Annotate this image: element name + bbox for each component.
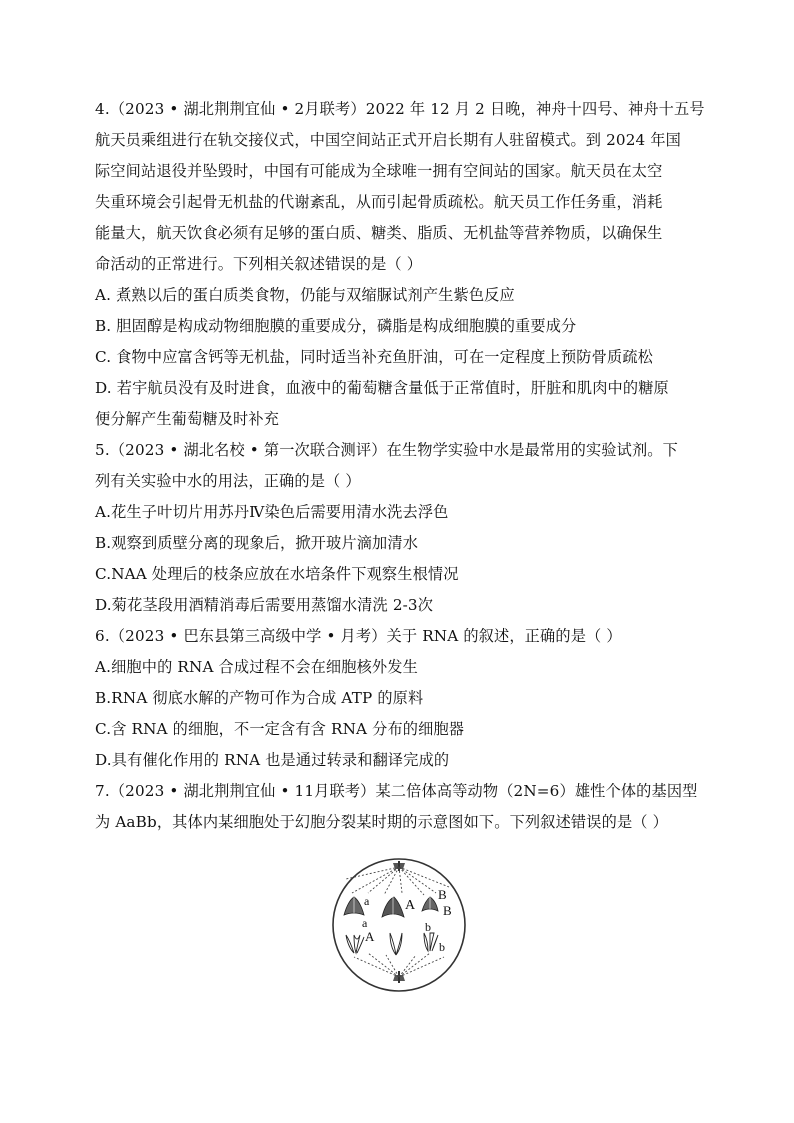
q7-line-2: 为 AaBb，其体内某细胞处于幻胞分裂某时期的示意图如下。下列叙述错误的是（ ） bbox=[95, 813, 668, 831]
chromosome-dark-1 bbox=[344, 897, 364, 915]
gene-label-B-2: B bbox=[443, 903, 452, 918]
q4-option-b: B. 胆固醇是构成动物细胞膜的重要成分，磷脂是构成细胞膜的重要成分 bbox=[95, 317, 577, 335]
gene-label-a-lower: a bbox=[362, 916, 368, 930]
chromosome-dark-3 bbox=[422, 897, 438, 911]
chromosome-light-1 bbox=[346, 935, 364, 953]
q5-line-2: 列有关实验中水的用法，正确的是（ ） bbox=[95, 472, 361, 490]
gene-label-B-1: B bbox=[438, 887, 447, 902]
chromosome-light-2 bbox=[390, 933, 402, 955]
chromosome-light-3 bbox=[424, 933, 438, 951]
q4-line-3: 际空间站退役并坠毁时，中国有可能成为全球唯一拥有空间站的国家。航天员在太空 bbox=[95, 162, 663, 180]
gene-label-b-1: b bbox=[425, 920, 431, 934]
q4-option-c: C. 食物中应富含钙等无机盐，同时适当补充鱼肝油，可在一定程度上预防骨质疏松 bbox=[95, 348, 653, 366]
q6-option-c: C.含 RNA 的细胞，不一定含有含 RNA 分布的细胞器 bbox=[95, 720, 465, 738]
gene-label-b-2: b bbox=[439, 940, 445, 954]
q4-line-2: 航天员乘组进行在轨交接仪式，中国空间站正式开启长期有人驻留模式。到 2024 年国 bbox=[95, 131, 682, 149]
q6-line-1: 6.（2023 • 巴东县第三高级中学 • 月考）关于 RNA 的叙述，正确的是（ ） bbox=[95, 627, 622, 645]
chromosome-dark-2 bbox=[382, 897, 404, 917]
q5-line-1: 5.（2023 • 湖北名校 • 第一次联合测评）在生物学实验中水是最常用的实验试剂。下 bbox=[95, 441, 678, 459]
gene-label-a-upper: a bbox=[364, 894, 370, 908]
q6-option-a: A.细胞中的 RNA 合成过程不会在细胞核外发生 bbox=[95, 658, 418, 676]
q4-line-5: 能量大，航天饮食必须有足够的蛋白质、糖类、脂质、无机盐等营养物质，以确保生 bbox=[95, 224, 663, 242]
q4-option-d-cont: 便分解产生葡萄糖及时补充 bbox=[95, 410, 280, 428]
q4-option-a: A. 煮熟以后的蛋白质类食物，仍能与双缩脲试剂产生紫色反应 bbox=[95, 286, 515, 304]
q4-line-6: 命活动的正常进行。下列相关叙述错误的是（ ） bbox=[95, 255, 423, 273]
q5-option-d: D.菊花茎段用酒精消毒后需要用蒸馏水清洗 2-3次 bbox=[95, 596, 434, 614]
q4-option-d: D. 若宇航员没有及时进食，血液中的葡萄糖含量低于正常值时，肝脏和肌肉中的糖原 bbox=[95, 379, 669, 397]
q6-option-b: B.RNA 彻底水解的产物可作为合成 ATP 的原料 bbox=[95, 689, 424, 707]
q5-option-c: C.NAA 处理后的枝条应放在水培条件下观察生根情况 bbox=[95, 565, 459, 583]
q6-option-d: D.具有催化作用的 RNA 也是通过转录和翻译完成的 bbox=[95, 751, 450, 769]
q5-option-a: A.花生子叶切片用苏丹Ⅳ染色后需要用清水洗去浮色 bbox=[95, 503, 449, 521]
q4-line-1: 4.（2023 • 湖北荆荆宜仙 • 2月联考）2022 年 12 月 2 日晚，神舟十四号、神舟十五号 bbox=[95, 100, 705, 118]
gene-label-A-lower: A bbox=[365, 929, 375, 944]
q5-option-b: B.观察到质壁分离的现象后，掀开玻片滴加清水 bbox=[95, 534, 419, 552]
q7-line-1: 7.（2023 • 湖北荆荆宜仙 • 11月联考）某二倍体高等动物（2N=6）雄性个体的基因型 bbox=[95, 782, 698, 800]
gene-label-A-upper: A bbox=[405, 898, 416, 913]
cell-division-diagram bbox=[324, 857, 474, 993]
q4-line-4: 失重环境会引起骨无机盐的代谢紊乱，从而引起骨质疏松。航天员工作任务重，消耗 bbox=[95, 193, 663, 211]
